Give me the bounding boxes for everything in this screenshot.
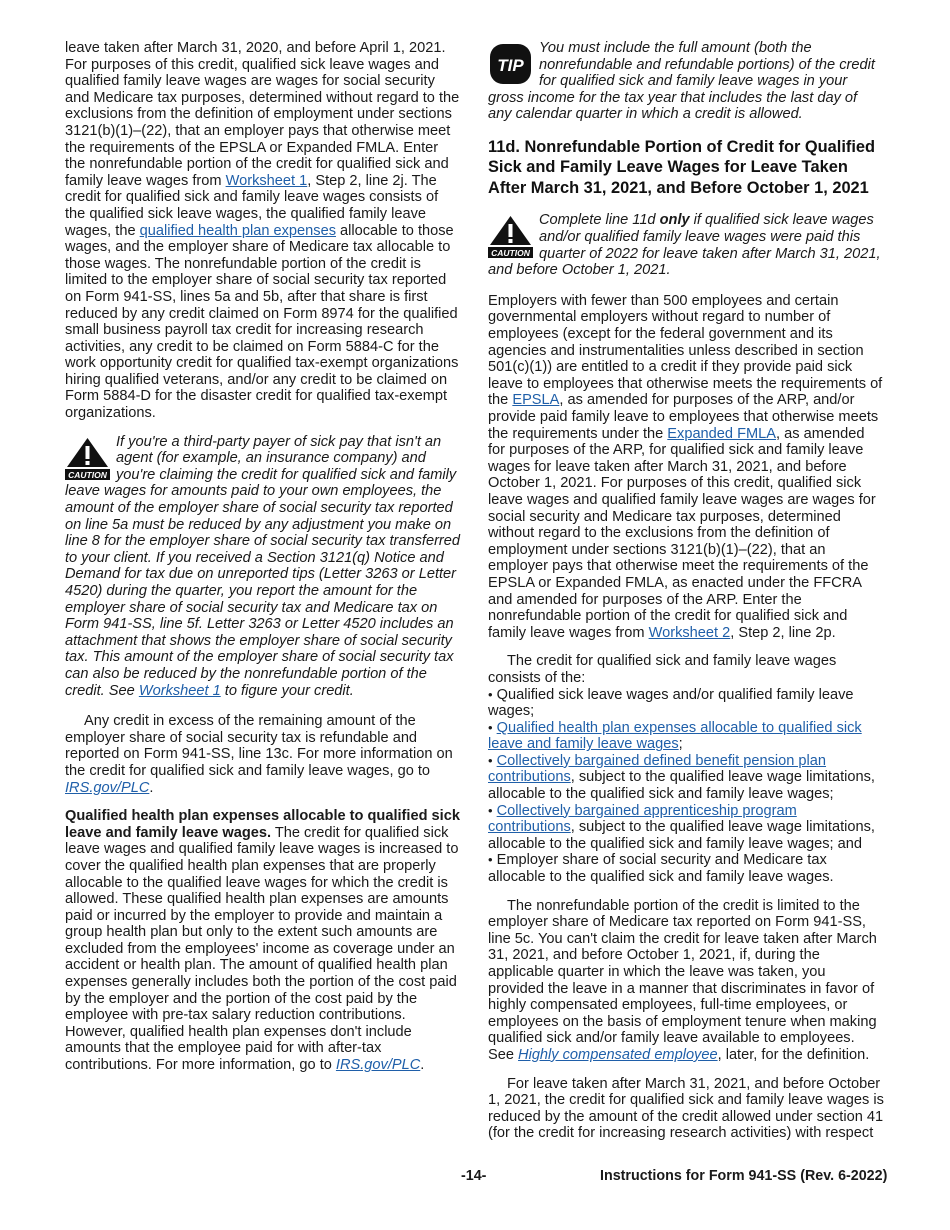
caution-icon: [488, 214, 533, 258]
page-number: -14-: [461, 1168, 487, 1184]
document-title: Instructions for Form 941-SS (Rev. 6-2022): [600, 1168, 888, 1184]
caution-worksheet-1-link[interactable]: Worksheet 1: [138, 682, 221, 699]
bullet-icon: •: [488, 802, 493, 818]
caution-note-line-11d: CAUTION Complete line 11d only if qualified sick leave wages and/or qualified family leave wages were paid this quarter of 2022 for leave taken after March 31, 2021, and before October 1, 2021.: [488, 212, 881, 279]
health-plan-subheading: Qualified health plan expenses allocable to qualified sick leave and family leave wages.: [65, 808, 460, 841]
irs-plc-link[interactable]: IRS.gov/PLC: [65, 779, 150, 796]
bullet-icon: •: [488, 719, 493, 735]
paragraph-health-plan-expenses: Qualified health plan expenses allocable to qualified sick leave and family leave wages. The credit for qualified sick leave wages and qualified family leave wages is increased to cover the qualified health plan expenses that are properly allocable to the qualified leave wages for which the credit is allowed. These qualified health plan expenses are amounts paid or incurred by the employer to provide and maintain a group health plan but only to the extent such amounts are excluded from the employees' income as coverage under an accident or health plan. The amount of qualified health plan expenses generally includes both the portion of the cost paid by the employer and the portion of the cost paid by the employee with pre-tax salary reduction contributions. However, qualified health plan expenses don't include amounts that the employee paid for with after-tax contributions. For more information, go to IRS.gov/PLC.: [65, 808, 460, 1074]
caution-note-third-party: CAUTION If you're a third-party payer of sick pay that isn't an agent (for example, an insurance company) and you're claiming the credit for qualified sick and family leave wages for amounts paid to your own employees, the amount of the employer share of social security tax reported on line 5a must be reduced by any adjustment you make on line 8 for the employer share of social security tax transferred to your client. If you received a Section 3121(q) Notice and Demand for tax due on unreported tips (Letter 3263 or Letter 4520) during the quarter, you report the amount for the employer share of social security tax and Medicare tax on Form 941-SS, line 5f. Letter 3263 or Letter 4520 includes an attachment that shows the employer share of social security tax. This amount of the employer share of social security tax can also be reduced by the nonrefundable portion of the credit. See Worksheet 1 to figure your credit.: [65, 433, 461, 699]
expanded-fmla-link[interactable]: Expanded FMLA: [667, 425, 777, 442]
qualified-health-plan-expenses-link[interactable]: qualified health plan expenses: [139, 222, 336, 239]
epsla-link[interactable]: EPSLA: [512, 392, 560, 409]
paragraph-eligible-employers: Employers with fewer than 500 employees and certain governmental employers without regard to number of employees (except for the federal government and its agencies and instrumentalities unless described in section 501(c)(1)) are entitled to a credit if they provide paid sick leave to employees that otherwise meets the requirements of the EPSLA, as amended for purposes of the ARP, and/or provide paid family leave to employees that otherwise meets the requirements under the Expanded FMLA, as amended for purposes of the ARP, for qualified sick and family leave wages for leave taken after March 31, 2021, and before October 1, 2021. For purposes of this credit, qualified sick leave wages and qualified family leave wages are wages for social security and Medicare tax purposes, determined without regard to the exclusions from the definition of employment under sections 3121(b)(1)–(22), that an employer pays that otherwise meet the requirements of the EPSLA or Expanded FMLA, as enacted under the FFCRA and amended for purposes of the ARP. Enter the nonrefundable portion of the credit for qualified sick and family leave wages from Worksheet 2, Step 2, line 2p.: [488, 292, 883, 641]
bullet-item: • Collectively bargained defined benefit pension plan contributions, subject to the qualified leave wage limitations, allocable to the qualified sick and family leave wages;: [488, 752, 875, 803]
paragraph-credit-definition: leave taken after March 31, 2020, and before April 1, 2021. For purposes of this credit, qualified sick leave wages and qualified family leave wages are wages for social security and Medicare tax purposes, determined without regard to the exclusions from the definition of employment under sections 3121(b)(1)–(22), that an employer pays that otherwise meet the requirements of the EPSLA or Expanded FMLA. Enter the nonrefundable portion of the credit for qualified sick and family leave wages from Worksheet 1, Step 2, line 2j. The credit for qualified sick and family leave wages consists of the qualified sick leave wages, the qualified family leave wages, the qualified health plan expenses allocable to those wages, and the employer share of Medicare tax allocable to those wages. The nonrefundable portion of the credit is limited to the employer share of social security tax reported on Form 941-SS, lines 5a and 5b, after that share is first reduced by any credit claimed on Form 8974 for the qualified small business payroll tax credit for increasing research activities, any credit to be claimed on Form 5884-C for the work opportunity credit for qualified tax-exempt organizations hiring qualified veterans, and/or any credit to be claimed on Form 5884-D for the disaster credit for qualified tax-exempt organizations.: [65, 40, 460, 422]
worksheet-2-link[interactable]: Worksheet 2: [648, 624, 731, 641]
left-column: [65, 40, 461, 1086]
bullet-icon: •: [488, 852, 493, 868]
tip-icon: [488, 42, 533, 86]
worksheet-1-link[interactable]: Worksheet 1: [225, 172, 308, 189]
tip-label: TIP: [497, 56, 524, 75]
paragraph-research-credit-reduction: For leave taken after March 31, 2021, and before October 1, 2021, the credit for qualified sick and family leave wages is reduced by the amount of the credit allowed under section 41 (for the credit for increasing research activities) with respect: [488, 1075, 884, 1142]
highly-compensated-employee-link[interactable]: Highly compensated employee: [518, 1046, 718, 1063]
right-column: [488, 40, 884, 1154]
apprenticeship-contributions-link[interactable]: Collectively bargained apprenticeship program contributions: [488, 802, 797, 836]
section-heading-11d: 11d. Nonrefundable Portion of Credit for Qualified Sick and Family Leave Wages for Leave Taken After March 31, 2021, and Before October 1, 2021: [488, 137, 876, 197]
bullet-item: • Employer share of social security and Medicare tax allocable to the qualified sick and family leave wages.: [488, 852, 834, 886]
bullet-icon: •: [488, 686, 493, 702]
bullet-item: • Collectively bargained apprenticeship program contributions, subject to the qualified leave wage limitations, allocable to the qualified sick and family leave wages; and: [488, 802, 875, 852]
bullet-item: • Qualified sick leave wages and/or qualified family leave wages;: [488, 686, 854, 720]
paragraph-credit-consists: The credit for qualified sick and family leave wages consists of the:: [488, 653, 837, 686]
caution-icon: [65, 436, 110, 480]
bullet-icon: •: [488, 752, 493, 768]
paragraph-refundable-excess: Any credit in excess of the remaining amount of the employer share of social security tax is refundable and reported on Form 941-SS, line 13c. For more information on the credit for qualified sick and family leave wages, go to IRS.gov/PLC.: [65, 713, 453, 796]
health-plan-expenses-link[interactable]: Qualified health plan expenses allocable to qualified sick leave and family leave wages: [488, 719, 862, 753]
caution-label: CAUTION: [491, 248, 530, 259]
caution-label: CAUTION: [68, 469, 107, 480]
irs-plc-link-2[interactable]: IRS.gov/PLC: [335, 1057, 421, 1074]
paragraph-nonrefundable-limit: The nonrefundable portion of the credit is limited to the employer share of Medicare tax reported on Form 941-SS, line 5c. You can't claim the credit for leave taken after March 31, 2021, and before October 1, 2021, if, during the applicable quarter in which the leave was taken, you provided the leave in a manner that discriminates in favor of highly compensated employees, full-time employees, or employees on the basis of employment tenure when making qualified sick and/or family leave available to employees. See Highly compensated employee, later, for the definition.: [488, 897, 877, 1063]
bullet-item: • Qualified health plan expenses allocable to qualified sick leave and family leave wages;: [488, 719, 862, 753]
tip-note: TIP You must include the full amount (both the nonrefundable and refundable portions) of the credit for qualified sick and family leave wages in your gross income for the tax year that includes the last day of any calendar quarter in which a credit is allowed.: [488, 40, 875, 123]
pension-plan-contributions-link[interactable]: Collectively bargained defined benefit pension plan contributions: [488, 752, 827, 786]
